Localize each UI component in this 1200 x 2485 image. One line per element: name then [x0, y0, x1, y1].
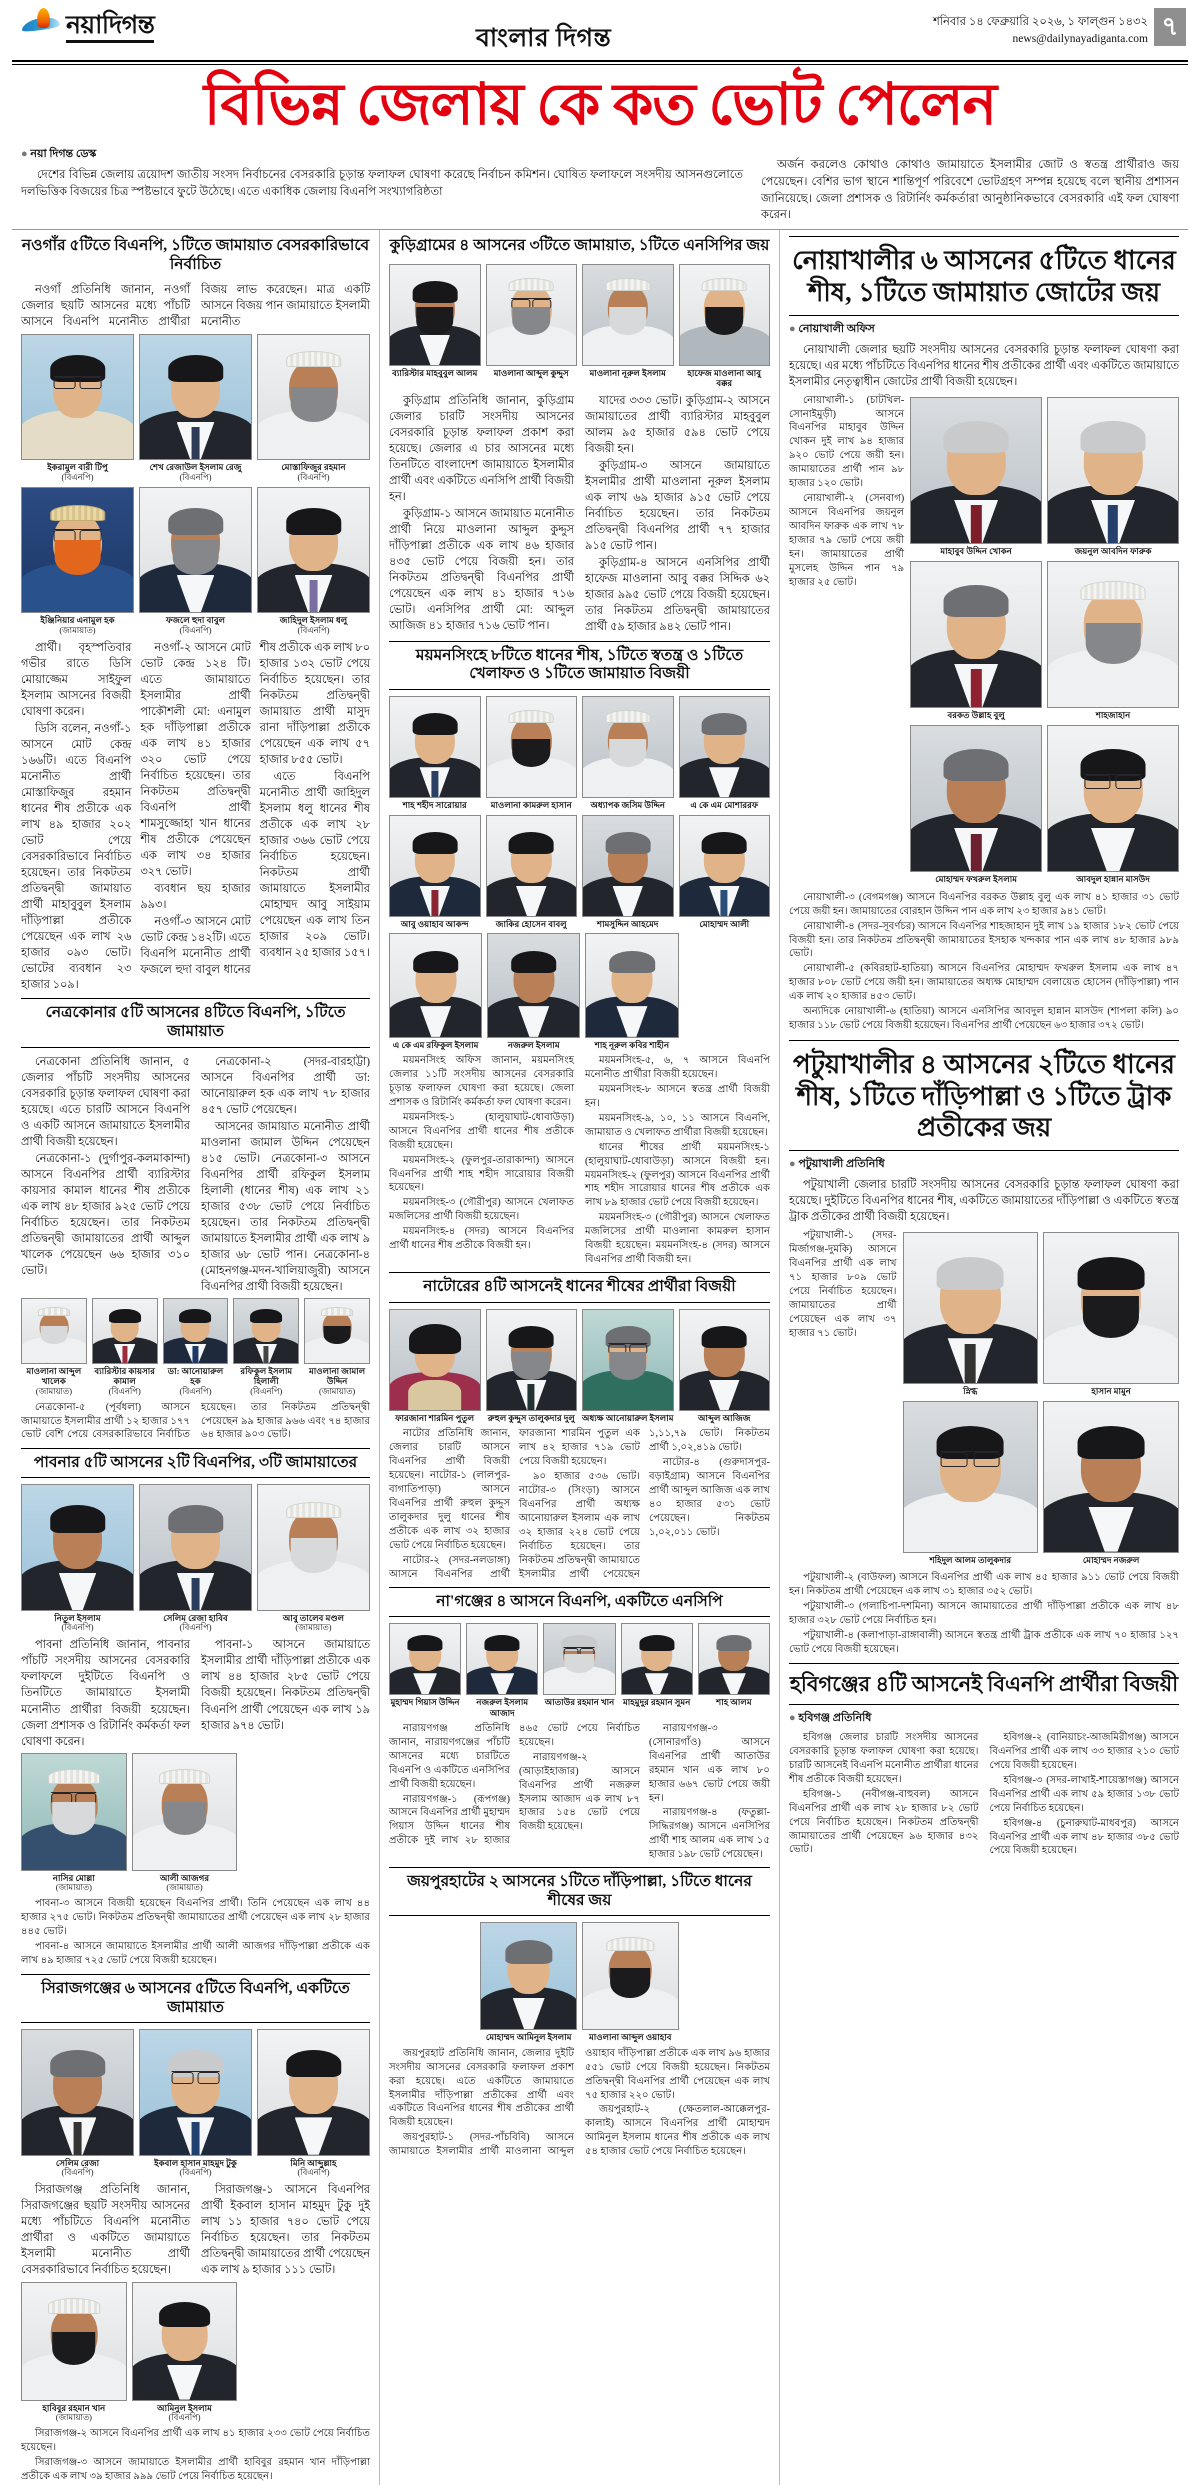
- candidate-name: ব্যারিস্টার কায়সার কামাল: [94, 1365, 155, 1387]
- candidate-name: নজরুল ইসলাম আজাদ: [476, 1697, 529, 1718]
- kurigram-photo-row: [389, 264, 770, 389]
- candidate-photo[interactable]: [1047, 725, 1179, 885]
- candidate-photo[interactable]: [486, 815, 578, 930]
- column-middle: [380, 230, 780, 2485]
- candidate-name: মাওলানা কামরুল হাসান: [490, 800, 572, 811]
- candidate-photo[interactable]: [389, 1623, 461, 1718]
- section-heading-pabna: পাবনার ৫টি আসনের ২টি বিএনপির, ৩টি জামায়াতের: [21, 1448, 370, 1479]
- candidate-photo[interactable]: [21, 334, 134, 483]
- candidate-photo[interactable]: [679, 815, 771, 930]
- candidate-name: হাফেজ মাওলানা আবু বক্কর: [687, 368, 762, 389]
- candidate-name: শহিদুল আলম তালুকদার: [929, 1554, 1012, 1565]
- bullet-icon: ●: [789, 322, 796, 335]
- candidate-name: মাওলানা জামাল উদ্দিন: [309, 1365, 366, 1387]
- candidate-name: জয়নুল আবদিন ফারুক: [1074, 546, 1152, 557]
- pabna-body-top: পাবনা প্রতিনিধি জানান, পাবনার পাঁচটি সংসদীয় আসনের বেসরকারি ফলাফলে দুইটিতে বিএনপি ও তিনটিতে জামায়াতে ইসলামী মনোনীত প্রার্থীরা বিজয়ী হয়েছেন। জেলা প্রশাসক ও রিটার্নিং কর্মকর্তা ফল ঘোষণা করেন। পাবনা-১ আসনে জামায়াতে ইসলামীর প্রার্থী দাঁড়িপাল্লা প্রতীকে এক লাখ ৪৪ হাজার ২৮৫ ভোট পেয়ে বিজয়ী হয়েছেন। নিকটতম প্রতিদ্বন্দ্বী বিএনপি প্রার্থী পেয়েছেন এক লাখ ১৯ হাজার ৯৭৪ ভোট।: [21, 1639, 370, 1748]
- logo-wordmark: [66, 13, 154, 38]
- candidate-name: হাবিবুর রহমান খান: [42, 2402, 106, 2413]
- habiganj-body: হবিগঞ্জ জেলার চারটি সংসদীয় আসনের বেসরকারি চূড়ান্ত ফলাফল ঘোষণা করা হয়েছে। চারটি আসনেই বিএনপি মনোনীত প্রার্থীরা ধানের শীষ প্রতীকে বিজয়ী হয়েছেন। হবিগঞ্জ-১ (নবীগঞ্জ-বাহুবল) আসনে বিএনপির প্রার্থী এক লাখ ২৮ হাজার ৮২ ভোট পেয়ে নির্বাচিত হয়েছেন। নিকটতম প্রতিদ্বন্দ্বী জামায়াতের প্রার্থী পেয়েছেন ৯৬ হাজার ৪৩২ ভোট। হবিগঞ্জ-২ (বানিয়াচং-আজমিরীগঞ্জ) আসনে বিএনপির প্রার্থী এক লাখ ৩৩ হাজার ২১০ ভোট পেয়ে বিজয়ী হয়েছেন। হবিগঞ্জ-৩ (সদর-লাখাই-শায়েস্তাগঞ্জ) আসনে বিএনপির প্রার্থী এক লাখ ৫৯ হাজার ১৩৮ ভোট পেয়ে নির্বাচিত হয়েছেন। হবিগঞ্জ-৪ (চুনারুঘাট-মাধবপুর) আসনে বিএনপির প্রার্থী এক লাখ ৪৮ হাজার ৩৮৫ ভোট পেয়ে বিজয়ী হয়েছেন।: [789, 1732, 1179, 1857]
- candidate-photo[interactable]: [679, 264, 771, 389]
- candidate-name: মাহমুদুর রহমান সুমন: [623, 1697, 691, 1708]
- candidate-name: মোস্তাফিজুর রহমান: [281, 462, 346, 473]
- content-columns: [12, 230, 1188, 2485]
- candidate-photo[interactable]: [486, 264, 578, 389]
- noakhali-photo-row-1: [910, 397, 1179, 557]
- candidate-name: মাওলানা আব্দুল কুদ্দুস: [493, 368, 569, 379]
- logo-swoosh-icon: [20, 8, 62, 42]
- noakhali-intro: নোয়াখালী জেলার ছয়টি সংসদীয় আসনের বেসরকারি চূড়ান্ত ফলাফল ঘোষণা করা হয়েছে। এর মধ্যে পাঁচটিতে বিএনপির ধানের শীষ প্রতীকের প্রার্থী এবং একটিতে জামায়াতে ইসলামীর নেতৃত্বাধীন জোটের প্রার্থী বিজয়ী হয়েছেন।: [789, 343, 1179, 388]
- candidate-name: শামসুদ্দিন আহমেদ: [597, 919, 659, 930]
- masthead-right: [933, 8, 1188, 47]
- candidate-name: মোহাম্মদ ফখরুল ইসলাম: [935, 874, 1017, 885]
- patuakhali-col-text: পটুয়াখালী-১ (সদর-মির্জাগঞ্জ-দুমকি) আসনে বিএনপির প্রার্থী এক লাখ ৭১ হাজার ৮০৯ ভোট পেয়ে নির্বাচিত হয়েছেন। জামায়াতের প্রার্থী পেয়েছেন এক লাখ ৩৭ হাজার ৭১ ভোট।: [789, 1230, 897, 1339]
- candidate-photo[interactable]: [543, 1623, 615, 1718]
- candidate-name: রুহুল কুদ্দুস তালুকদার দুলু: [487, 1413, 575, 1424]
- naogaon-body: প্রার্থী। বৃহস্পতিবার গভীর রাতে ডিসি মোয়াজ্জেম সাইফুল ইসলাম আসনের বিজয়ী ঘোষণা করেন। ডিসি বলেন, নওগাঁ-১ আসনে মোট কেন্দ্র ১৬৬টি। এতে বিএনপি মনোনীত প্রার্থী মোস্তাফিজুর রহমান ধানের শীষ প্রতীকে এক লাখ ৪৯ হাজার ২০২ ভোট পেয়ে বেসরকারিভাবে নির্বাচিত হয়েছেন। তার নিকটতম প্রতিদ্বন্দ্বী জামায়াত প্রার্থী মাহাবুবুল ইসলাম দাঁড়িপাল্লা প্রতীকে পেয়েছেন এক লাখ ২৬ হাজার ০৯৩ ভোট। ভোটের ব্যবধান ২৩ হাজার ১০৯। নওগাঁ-২ আসনে মোট ভোট কেন্দ্র ১২৪ টি। এতে জামায়াতে ইসলামীর প্রার্থী পাকৌশলী মো: এনামুল হক দাঁড়িপাল্লা প্রতীকে এক লাখ ৪১ হাজার ৩২০ ভোট পেয়ে নির্বাচিত হয়েছেন। তার নিকটতম প্রতিদ্বন্দ্বী বিএনপি প্রার্থী শামসুজ্জোহা খান ধানের শীষ প্রতীকে পেয়েছেন এক লাখ ৩৪ হাজার ৩২৭ ভোট। ব্যবধান ছয় হাজার ৯৯৩। নওগাঁ-৩ আসনে মোট ভোট কেন্দ্র ১৪২টি। এতে বিএনপি মনোনীত প্রার্থী ফজলে হুদা বাবুল ধানের শীষ প্রতীকে এক লাখ ৮০ হাজার ১৩২ ভোট পেয়ে নির্বাচিত হয়েছেন। তার নিকটতম প্রতিদ্বন্দ্বী জামায়াত প্রার্থী মাসুদ রানা দাঁড়িপাল্লা প্রতীকে পেয়েছেন এক লাখ ৫৭ হাজার ৮৫৫ ভোট। এতে বিএনপি মনোনীত প্রার্থী জাহিদুল ইসলাম ধলু ধানের শীষ প্রতীকে এক লাখ ২৮ হাজার ৩৬৬ ভোট পেয়ে নির্বাচিত হয়েছেন। নিকটতম প্রার্থী জামায়াতে ইসলামীর মোহাম্মদ আবু সাইয়াম পেয়েছেন এক লাখ তিন হাজার ২০৯ ভোট। ব্যবধান ২৫ হাজার ১৫৭।: [21, 641, 370, 992]
- sirajganj-photo-row-1: [21, 2029, 370, 2178]
- pabna-photo-row-1: [21, 1484, 370, 1633]
- section-heading-narayanganj: না'গঞ্জের ৪ আসনে বিএনপি, একটিতে এনসিপি: [389, 1587, 770, 1618]
- candidate-name: রফিকুল ইসলাম হিলালী: [240, 1365, 293, 1387]
- netrokona-photo-row: [21, 1298, 370, 1397]
- patuakhali-photo-row-1: [903, 1232, 1179, 1396]
- netrokona-body-top: নেত্রকোনা প্রতিনিধি জানান, ৫ জেলার পাঁচটি সংসদীয় আসনের বেসরকারি চূড়ান্ত ফলাফল ঘোষণা করা হয়েছে। এতে চারটি আসনে বিএনপি ও একটি আসনে জামায়াতে ইসলামীর প্রার্থী বিজয়ী হয়েছেন। নেত্রকোনা-১ (দুর্গাপুর-কলমাকান্দা) আসনে বিএনপির প্রার্থী ব্যারিস্টার কায়সার কামাল ধানের শীষ প্রতীকে এক লাখ ৪৮ হাজার ৯২৫ ভোট পেয়ে নির্বাচিত হয়েছেন। তার নিকটতম প্রতিদ্বন্দ্বী জামায়াতের প্রার্থী আব্দুল খালেক পেয়েছেন ৬৬ হাজার ৩১০ ভোট। নেত্রকোনা-২ (সদর-বারহাট্টা) আসনে বিএনপির প্রার্থী ডা: আনোয়ারুল হক এক লাখ ৭৮ হাজার ৪৫৭ ভোট পেয়েছেন। আসনের জামায়াত মনোনীত প্রার্থী মাওলানা জামাল উদ্দিন পেয়েছেন ৪১৫ ভোট। নেত্রকোনা-৩ আসনে বিএনপির প্রার্থী রফিকুল ইসলাম হিলালী (ধানের শীষ) এক লাখ ২১ হাজার ৫৩৮ ভোট পেয়ে নির্বাচিত হয়েছেন। তার নিকটতম প্রতিদ্বন্দ্বী জামায়াতে ইসলামীর প্রার্থী এক লাখ ৯ হাজার ৬৮ ভোট পান। নেত্রকোনা-৪ (মোহনগঞ্জ-মদন-খালিয়াজুরী) আসনে বিএনপির প্রার্থী বিজয়ী হয়েছেন।: [21, 1055, 370, 1294]
- candidate-name: শাহ শহীদ সারোয়ার: [402, 800, 467, 811]
- lede-right-col: [752, 143, 1188, 224]
- habiganj-byline: [789, 1709, 1179, 1728]
- candidate-photo[interactable]: [910, 397, 1042, 557]
- section-heading-habiganj: হবিগঞ্জের ৪টি আসনেই বিএনপি প্রার্থীরা বিজয়ী: [789, 1663, 1179, 1705]
- candidate-name: এ কে এম রফিকুল ইসলাম: [392, 1039, 479, 1050]
- candidate-photo[interactable]: [679, 696, 771, 811]
- candidate-party: (বিএনপি): [250, 1386, 283, 1396]
- candidate-name: মুহাম্মদ গিয়াস উদ্দিন: [390, 1697, 460, 1708]
- pabna-photo-row-2: [21, 1753, 237, 1894]
- candidate-photo[interactable]: [585, 933, 678, 1050]
- candidate-photo[interactable]: [21, 2282, 127, 2423]
- candidate-name: মোহাম্মদ আমিনুল ইসলাম: [485, 2032, 572, 2043]
- bullet-icon: ●: [789, 1158, 796, 1171]
- pabna-body-bottom: পাবনা-৩ আসনে বিজয়ী হয়েছেন বিএনপির প্রার্থী। তিনি পেয়েছেন এক লাখ ৪৪ হাজার ২৭৫ ভোট। নিকটতম প্রতিদ্বন্দ্বী জামায়াতের প্রার্থী পেয়েছেন এক লাখ ২৮ হাজার ৪৪৫ ভোট। পাবনা-৪ আসনে জামায়াতে ইসলামীর প্রার্থী আলী আজগর দাঁড়িপাল্লা প্রতীকে এক লাখ ৪৯ হাজার ৭২৫ ভোট পেয়ে বিজয়ী হয়েছেন।: [21, 1898, 370, 1967]
- candidate-name: ব্যারিস্টার মাহবুবুল আলম: [392, 368, 478, 379]
- lede-left-col: [12, 143, 752, 224]
- candidate-photo[interactable]: [257, 1484, 370, 1633]
- candidate-photo[interactable]: [679, 1309, 771, 1424]
- candidate-name: শাহ আলম: [716, 1697, 752, 1708]
- date-line: শনিবার ১৪ ফেব্রুয়ারি ২০২৬, ১ ফাল্গুন ১৪৩২: [932, 16, 1148, 28]
- candidate-party: (বিএনপি): [179, 1386, 212, 1396]
- candidate-name: মোহাম্মদ আলী: [699, 919, 750, 930]
- candidate-name: ফারজানা শারমিন পুতুল: [395, 1413, 475, 1424]
- section-heading-naogaon: নওগাঁর ৫টিতে বিএনপি, ১টিতে জামায়াত বেসরকারিভাবে নির্বাচিত: [21, 237, 370, 273]
- candidate-name: সেলিম রেজা হাবিব: [163, 1613, 228, 1623]
- candidate-photo[interactable]: [163, 1298, 229, 1397]
- candidate-photo[interactable]: [1047, 561, 1179, 721]
- candidate-photo[interactable]: [486, 1309, 578, 1424]
- candidate-name: আবু ওয়াহাব আকন্দ: [400, 919, 469, 930]
- patuakhali-byline: [789, 1155, 1179, 1174]
- candidate-party: (বিএনপি): [297, 625, 330, 635]
- logo-word-1: নয়া: [66, 12, 102, 43]
- naogaon-photo-row-1: [21, 334, 370, 483]
- candidate-photo[interactable]: [139, 2029, 252, 2178]
- mymensingh-photo-row-1: [389, 696, 770, 811]
- candidate-name: নজরুল ইসলাম: [507, 1039, 560, 1050]
- joypurhat-body: জয়পুরহাট প্রতিনিধি জানান, জেলার দুইটি সংসদীয় আসনের বেসরকারি ফলাফল প্রকাশ করা হয়েছে। এতে একটিতে জামায়াতে ইসলামীর দাঁড়িপাল্লা প্রতীকের প্রার্থী এবং একটিতে বিএনপির ধানের শীষ প্রতীকের প্রার্থী বিজয়ী হয়েছেন। জয়পুরহাট-১ (সদর-পাঁচবিবি) আসনে জামায়াতে ইসলামীর প্রার্থী মাওলানা আব্দুল ওয়াহাব দাঁড়িপাল্লা প্রতীকে এক লাখ ৯৬ হাজার ৫৫১ ভোট পেয়ে বিজয়ী হয়েছেন। নিকটতম প্রতিদ্বন্দ্বী বিএনপির প্রার্থী পেয়েছেন এক লাখ ৭৫ হাজার ২২০ ভোট। জয়পুরহাট-২ (ক্ষেতলাল-আক্কেলপুর-কালাই) আসনে বিএনপির প্রার্থী মোহাম্মদ আমিনুল ইসলাম ধানের শীষ প্রতীকে এক লাখ ৫৪ হাজার ভোট পেয়ে নির্বাচিত হয়েছেন।: [389, 2047, 770, 2158]
- candidate-photo[interactable]: [389, 264, 481, 389]
- lede-paragraph-left: দেশের বিভিন্ন জেলায় ত্রয়োদশ জাতীয় সংসদ নির্বাচনের বেসরকারি চূড়ান্ত ফলাফল ঘোষণা করেছে নির্বাচন কমিশন। ঘোষিত ফলাফলে সংসদীয় আসনগুলোতে দলভিত্তিক বিজয়ের চিত্র স্পষ্টভাবে ফুটে উঠেছে। এতে একাধিক জেলায় বিএনপি সংখ্যাগরিষ্ঠতা: [21, 169, 743, 199]
- candidate-name: ইকবাল হাসান মাহমুদ টুকু: [154, 2157, 237, 2168]
- noakhali-photo-row-3: [910, 725, 1179, 885]
- candidate-photo[interactable]: [92, 1298, 158, 1397]
- candidate-photo[interactable]: [21, 1484, 134, 1633]
- candidate-name: আলী আজগর: [159, 1872, 210, 1883]
- candidate-photo[interactable]: [389, 815, 481, 930]
- candidate-photo[interactable]: [466, 1623, 538, 1718]
- section-title: বাংলার দিগন্ত: [476, 25, 612, 52]
- byline-text: নয়া দিগন্ত ডেস্ক: [30, 148, 97, 161]
- candidate-photo[interactable]: [1047, 397, 1179, 557]
- candidate-photo[interactable]: [582, 264, 674, 389]
- candidate-party: (বিএনপি): [61, 472, 94, 482]
- candidate-party: (বিএনপি): [179, 2168, 212, 2178]
- candidate-name: ফজলে হুদা বাবুল: [165, 615, 226, 626]
- candidate-photo[interactable]: [132, 2282, 238, 2423]
- candidate-party: (জামায়াত): [55, 2412, 92, 2422]
- candidate-photo[interactable]: [487, 933, 580, 1050]
- candidate-party: (জামায়াত): [59, 625, 96, 635]
- candidate-name: জাহিদুল ইসলাম ধলু: [279, 615, 348, 626]
- candidate-photo[interactable]: [139, 1484, 252, 1633]
- section-heading-patuakhali: পটুয়াখালীর ৪ আসনের ২টিতে ধানের শীষ, ১টিতে দাঁড়িপাল্লা ও ১টিতে ট্রাক প্রতীকের জয়: [789, 1040, 1179, 1151]
- candidate-photo[interactable]: [257, 487, 370, 636]
- candidate-party: (বিএনপি): [168, 2412, 201, 2422]
- candidate-photo[interactable]: [21, 1753, 127, 1894]
- noakhali-col-text: নোয়াখালী-১ (চাটখিল-সোনাইমুড়ী) আসনে বিএনপির মাহাবুব উদ্দিন খোকন দুই লাখ ৯৪ হাজার ৯২০ ভোট পেয়ে জয়ী হন। জামায়াতের প্রার্থী পান ৯৮ হাজার ১২০ ভোট। নোয়াখালী-২ (সেনবাগ) আসনে বিএনপির জয়নুল আবদিন ফারুক এক লাখ ৭৮ হাজার ৭৯ ভোট পেয়ে জয়ী হন। জামায়াতের প্রার্থী মুসলেহ উদ্দিন পান ৭৯ হাজার ২৫ ভোট।: [789, 394, 905, 588]
- column-left: [12, 230, 380, 2485]
- candidate-name: ডা: আনোয়ারুল হক: [167, 1365, 224, 1387]
- candidate-photo[interactable]: [1043, 1401, 1179, 1565]
- candidate-name: নাসির মোল্লা: [52, 1872, 95, 1883]
- bullet-icon: ●: [789, 1712, 796, 1725]
- noakhali-photo-block: [910, 394, 1179, 889]
- patuakhali-intro: পটুয়াখালী জেলার চারটি সংসদীয় আসনের বেসরকারি চূড়ান্ত ফলাফল ঘোষণা করা হয়েছে। দুইটিতে বিএনপির ধানের শীষ, একটিতে জামায়াতের দাঁড়িপাল্লা ও একটিতে স্বতন্ত্র ট্রাক প্রতীকের প্রার্থী বিজয়ী হয়েছেন।: [789, 1179, 1179, 1224]
- candidate-photo[interactable]: [233, 1298, 299, 1397]
- sirajganj-body-bottom: সিরাজগঞ্জ-২ আসনে বিএনপির প্রার্থী এক লাখ ৪১ হাজার ২৩৩ ভোট পেয়ে নির্বাচিত হয়েছেন। সিরাজগঞ্জ-৩ আসনে জামায়াতে ইসলামীর প্রার্থী হাবিবুর রহমান খান দাঁড়িপাল্লা প্রতীকে এক লাখ ৩৯ হাজার ৯৯৯ ভোট পেয়ে নির্বাচিত হয়েছেন।: [21, 2428, 370, 2482]
- section-heading-sirajganj: সিরাজগঞ্জের ৬ আসনের ৫টিতে বিএনপি, একটিতে জামায়াত: [21, 1974, 370, 2023]
- candidate-party: (জামায়াত): [166, 1883, 203, 1893]
- logo-word-2: দিগন্ত: [102, 12, 154, 43]
- kurigram-body: কুড়িগ্রাম প্রতিনিধি জানান, কুড়িগ্রাম জেলার চারটি সংসদীয় আসনের বেসরকারি চূড়ান্ত ফলাফল প্রকাশ করা হয়েছে। জেলার এ চার আসনের মধ্যে তিনটিতে বাংলাদেশ জামায়াতে ইসলামীর প্রার্থী এবং একটিতে এনসিপি প্রার্থী বিজয়ী হন। কুড়িগ্রাম-১ আসনে জামায়াত মনোনীত প্রার্থী নিয়ে মাওলানা আব্দুল কুদ্দুস দাঁড়িপাল্লা প্রতীকে এক লাখ ৪৬ হাজার ৪৩৫ ভোট পেয়ে বিজয়ী হন। তার নিকটতম প্রতিদ্বন্দ্বী বিএনপির প্রার্থী পেয়েছেন এক লাখ ৪১ হাজার ৭১৬ ভোট। এনসিপির প্রার্থী মো: আব্দুল আজিজ ৪১ হাজার ৭১৬ ভোট পান। যাদের ৩৩৩ ভোট। কুড়িগ্রাম-২ আসনে জামায়াতের প্রার্থী ব্যারিস্টার মাহবুবুল আলম ৯৫ হাজার ৫৯৪ ভোট পেয়ে বিজয়ী হন। কুড়িগ্রাম-৩ আসনে জামায়াতে ইসলামীর প্রার্থী মাওলানা নূরুল ইসলাম এক লাখ ৬৯ হাজার ৯১৫ ভোট পেয়ে নির্বাচিত হয়েছেন। তার নিকটতম প্রতিদ্বন্দ্বী বিএনপির প্রার্থী ৭৭ হাজার ৯১৫ ভোট পান। কুড়িগ্রাম-৪ আসনে এনসিপির প্রার্থী হাফেজ মাওলানা আবু বক্কর সিদ্দিক ৬২ হাজার ৯৯৫ ভোট পেয়ে বিজয়ী হয়েছেন। তার নিকটতম প্রতিদ্বন্দ্বী জামায়াতের প্রার্থী ৫৯ হাজার ৯৪২ ভোট পান।: [389, 394, 770, 634]
- patuakhali-photo-block: [903, 1229, 1179, 1569]
- candidate-name: আব্দুল আজিজ: [698, 1413, 751, 1424]
- candidate-name: ইকরামুল বারী টিপু: [47, 462, 108, 473]
- candidate-photo[interactable]: [903, 1401, 1039, 1565]
- page-number: ৭: [1154, 8, 1186, 46]
- candidate-party: (বিএনপি): [108, 1386, 141, 1396]
- noakhali-byline: [789, 320, 1179, 339]
- candidate-photo[interactable]: [21, 1298, 87, 1397]
- page-headline: বিভিন্ন জেলায় কে কত ভোট পেলেন: [203, 71, 997, 137]
- candidate-photo[interactable]: [257, 334, 370, 483]
- candidate-photo[interactable]: [389, 1309, 481, 1424]
- candidate-name: আমিনুল ইসলাম: [157, 2402, 212, 2413]
- patuakhali-photo-row-2: [903, 1401, 1179, 1565]
- candidate-party: (বিএনপি): [179, 625, 212, 635]
- noakhali-body-rest: নোয়াখালী-৩ (বেগমগঞ্জ) আসনে বিএনপির বরকত উল্লাহ বুলু এক লাখ ৪১ হাজার ৩১ ভোট পেয়ে জয়ী হন। জামায়াতের বোরহান উদ্দিন পান এক লাখ ২৩ হাজার ৯৪১ ভোট। নোয়াখালী-৪ (সদর-সূবর্ণচর) আসনে বিএনপির শাহজাহান দুই লাখ ১৯ হাজার ১৮২ ভোট পেয়ে বিজয়ী হন। তার নিকটতম প্রতিদ্বন্দ্বী জামায়াতের ইসহাক খন্দকার পান এক লাখ ৪৮ হাজার ৯৮৯ ভোট। নোয়াখালী-৫ (কবিরহাট-হাতিয়া) আসনে বিএনপির মোহাম্মদ ফখরুল ইসলাম এক লাখ ৪৭ হাজার ৮০৮ ভোট পেয়ে জয়ী হন। জামায়াতের অধ্যক্ষ মোহাম্মদ বেলায়েত হোসেন (দাঁড়িপাল্লা) পান এক লাখ ২০ হাজার ৪৫৩ ভোট। অন্যদিকে নোয়াখালী-৬ (হাতিয়া) আসনে এনসিপির আবদুল হান্নান মাসউদ (শাপলা কলি) ৯০ হাজার ১১৮ ভোট পেয়ে বিজয়ী হয়েছেন। বিএনপির প্রার্থী পেয়েছেন ৬৩ হাজার ৩৭২ ভোট।: [789, 891, 1179, 1032]
- candidate-photo[interactable]: [910, 561, 1042, 721]
- column-right: [780, 230, 1188, 2485]
- natore-body: নাটোর প্রতিনিধি জানান, জেলার চারটি আসনে বিএনপির প্রার্থী বিজয়ী হয়েছেন। নাটোর-১ (লালপুর-বাগাতিপাড়া) আসনে বিএনপির প্রার্থী রুহুল কুদ্দুস তালুকদার দুলু ধানের শীষ প্রতীকে এক লাখ ৩২ হাজার ভোট পেয়ে নির্বাচিত হয়েছেন। নাটোর-২ (সদর-নলডাঙ্গা) আসনে বিএনপির প্রার্থী ফারজানা শারমিন পুতুল এক লাখ ৪২ হাজার ৭১৯ ভোট পেয়ে বিজয়ী হয়েছেন। ৯০ হাজার ৫৩৬ ভোট। নাটোর-৩ (সিংড়া) আসনে বিএনপির প্রার্থী অধ্যক্ষ আনোয়ারুল ইসলাম এক লাখ ৩২ হাজার ২২৪ ভোট পেয়ে নির্বাচিত হয়েছেন। তার নিকটতম প্রতিদ্বন্দ্বী জামায়াতে ইসলামীর প্রার্থী পেয়েছেন ১,১১,৭৯ ভোট। নিকটতম প্রার্থী ১,০২,৪১৯ ভোট। নাটোর-৪ (গুরুদাসপুর-বড়াইগ্রাম) আসনে বিএনপির প্রার্থী আব্দুল আজিজ এক লাখ ৪০ হাজার ৫৩১ ভোট পেয়েছেন। নিকটতম ১,০২,০১১ ভোট।: [389, 1428, 770, 1580]
- mymensingh-photo-row-3: [389, 933, 679, 1050]
- candidate-party: (বিএনপি): [297, 2168, 330, 2178]
- lede-paragraph-right: অর্জন করলেও কোথাও কোথাও জামায়াতে ইসলামীর জোট ও স্বতন্ত্র প্রার্থীরাও জয় পেয়েছেন। বেশির ভাগ স্থানে শান্তিপূর্ণ পরিবেশে ভোটগ্রহণ সম্পন্ন হয়েছে বলে স্থানীয় প্রশাসন জানিয়েছে। জেলা প্রশাসক ও রিটার্নিং কর্মকর্তারা আনুষ্ঠানিকভাবে বেসরকারি এই ফল ঘোষণা করেন।: [761, 159, 1179, 222]
- candidate-photo[interactable]: [486, 696, 578, 811]
- candidate-photo[interactable]: [139, 334, 252, 483]
- candidate-photo[interactable]: [621, 1623, 693, 1718]
- byline-text: পটুয়াখালী প্রতিনিধি: [798, 1158, 885, 1171]
- patuakhali-body-rest: পটুয়াখালী-২ (বাউফল) আসনে বিএনপির প্রার্থী এক লাখ ৪৫ হাজার ৯১১ ভোট পেয়ে বিজয়ী হন। নিকটতম প্রার্থী পেয়েছেন এক লাখ ৩১ হাজার ৩৫২ ভোট। পটুয়াখালী-৩ (গলাচিপা-দশমিনা) আসনে জামায়াতের প্রার্থী দাঁড়িপাল্লা প্রতীকে এক লাখ ৪৮ হাজার ৩২৮ ভোট পেয়ে নির্বাচিত হন। পটুয়াখালী-৪ (কলাপাড়া-রাঙ্গাবালী) আসনে স্বতন্ত্র প্রার্থী ট্রাক প্রতীকে এক লাখ ৭০ হাজার ১২৭ ভোট পেয়ে বিজয়ী হয়েছেন।: [789, 1571, 1179, 1655]
- candidate-party: (বিএনপি): [61, 2168, 94, 2178]
- byline-text: নোয়াখালী অফিস: [798, 322, 875, 335]
- naogaon-intro: নওগাঁ প্রতিনিধি জানান, নওগাঁ জেলার ছয়টি আসনের মধ্যে পাঁচটি আসনে বিএনপি মনোনীত প্রার্থীরা বিজয় লাভ করেছেন। মাত্র একটি আসনে বিজয় পান জামায়াতে ইসলামী মনোনীত: [21, 284, 370, 329]
- mymensingh-body: ময়মনসিংহ অফিস জানান, ময়মনসিংহ জেলার ১১টি সংসদীয় আসনের বেসরকারি চূড়ান্ত ফলাফল ঘোষণা করা হয়েছে। জেলা প্রশাসক ও রিটার্নিং কর্মকর্তা ফল ঘোষণা করেন। ময়মনসিংহ-১ (হালুয়াঘাট-ধোবাউড়া) আসনে বিএনপির প্রার্থী ধানের শীষ প্রতীকে বিজয়ী হয়েছেন। ময়মনসিংহ-২ (ফুলপুর-তারাকান্দা) আসনে বিএনপির প্রার্থী শাহ শহীদ সারোয়ার বিজয়ী হয়েছেন। ময়মনসিংহ-৩ (গৌরীপুর) আসনে খেলাফত মজলিসের প্রার্থী বিজয়ী হয়েছেন। ময়মনসিংহ-৪ (সদর) আসনে বিএনপির প্রার্থী ধানের শীষ প্রতীকে বিজয়ী হন। ময়মনসিংহ-৫, ৬, ৭ আসনে বিএনপি মনোনীত প্রার্থীরা বিজয়ী হয়েছেন। ময়মনসিংহ-৮ আসনে স্বতন্ত্র প্রার্থী বিজয়ী হন। ময়মনসিংহ-৯, ১০, ১১ আসনে বিএনপি, জামায়াত ও খেলাফত প্রার্থীরা বিজয়ী হয়েছেন। ধানের শীষের প্রার্থী ময়মনসিংহ-১ (হালুয়াঘাট-ধোবাউড়া) আসনে বিজয়ী হন। ময়মনসিংহ-২ (ফুলপুর) আসনে বিএনপির প্রার্থী শাহ শহীদ সারোয়ার ধানের শীষ প্রতীকে এক লাখ ৮৯ হাজার ভোট পেয়ে বিজয়ী হয়েছেন। ময়মনসিংহ-৩ (গৌরীপুর) আসনে খেলাফত মজলিসের প্রার্থী মাওলানা কামরুল হাসান বিজয়ী হয়েছেন। ময়মনসিংহ-৪ (সদর) আসনে বিএনপির প্রার্থী বিজয়ী হন।: [389, 1055, 770, 1266]
- candidate-party: (বিএনপি): [297, 472, 330, 482]
- candidate-photo[interactable]: [582, 815, 674, 930]
- candidate-photo[interactable]: [910, 725, 1042, 885]
- candidate-photo[interactable]: [389, 696, 481, 811]
- sirajganj-photo-row-2: [21, 2282, 237, 2423]
- candidate-name: শেখ রেজাউল ইসলাম রেজু: [149, 462, 242, 473]
- candidate-name: আবু তালেব মণ্ডল: [282, 1613, 345, 1623]
- section-heading-joypurhat: জয়পুরহাটের ২ আসনের ১টিতে দাঁড়িপাল্লা, ১টিতে ধানের শীষের জয়: [389, 1867, 770, 1916]
- candidate-party: (জামায়াত): [35, 1386, 73, 1396]
- candidate-name: মাওলানা আব্দুল খালেক: [26, 1365, 82, 1387]
- byline-text: হবিগঞ্জ প্রতিনিধি: [798, 1712, 872, 1725]
- candidate-name: নিতুল ইসলাম: [54, 1613, 101, 1623]
- section-heading-mymensingh: ময়মনসিংহে ৮টিতে ধানের শীষ, ১টিতে স্বতন্ত্র ও ১টিতে খেলাফত ও ১টিতে জামায়াত বিজয়ী: [389, 641, 770, 690]
- candidate-name: স্নিগ্ধ: [963, 1386, 978, 1397]
- section-heading-natore: নাটোরের ৪টি আসনেই ধানের শীষের প্রার্থীরা বিজয়ী: [389, 1272, 770, 1303]
- netrokona-body-bottom: নেত্রকোনা-৫ (পূর্বধলা) আসনে জামায়াতে ইসলামীর প্রার্থী ১২ হাজার ১৭৭ ভোট বেশি পেয়ে বেসরকারিভাবে নির্বাচিত হয়েছেন। তার নিকটতম প্রতিদ্বন্দ্বী পেয়েছেন ৯৯ হাজার ৯৬৬ এবং ৭৪ হাজার ৬৪ হাজার ৯০৩ ভোট।: [21, 1401, 370, 1441]
- section-heading-netrokona: নেত্রকোনার ৫টি আসনের ৪টিতে বিএনপি, ১টিতে জামায়াত: [21, 998, 370, 1047]
- joypurhat-photo-row: [480, 1922, 678, 2042]
- candidate-photo[interactable]: [132, 1753, 238, 1894]
- section-heading-noakhali: নোয়াখালীর ৬ আসনের ৫টিতে ধানের শীষ, ১টিতে জামায়াত জোটের জয়: [789, 236, 1179, 315]
- email-address[interactable]: news@dailynayadiganta.com: [1012, 32, 1148, 45]
- candidate-photo[interactable]: [582, 696, 674, 811]
- candidate-name: অধ্যক্ষ আনোয়ারুল ইসলাম: [582, 1413, 674, 1424]
- candidate-photo[interactable]: [21, 487, 134, 636]
- bullet-icon: ●: [21, 148, 28, 161]
- desk-byline: [21, 145, 743, 164]
- candidate-party: (জামায়াত): [55, 1883, 92, 1893]
- natore-photo-row: [389, 1309, 770, 1424]
- candidate-name: এ কে এম মোশাররফ: [690, 800, 759, 811]
- candidate-photo[interactable]: [480, 1922, 577, 2042]
- candidate-name: ইঞ্জিনিয়ার এনামুল হক: [40, 615, 115, 626]
- naogaon-photo-row-2: [21, 487, 370, 636]
- candidate-photo[interactable]: [257, 2029, 370, 2178]
- section-heading-kurigram: কুড়িগ্রামের ৪ আসনের ৩টিতে জামায়াত, ১টিতে এনসিপির জয়: [389, 237, 770, 255]
- candidate-name: মাওলানা আব্দুল ওয়াহাব: [588, 2032, 672, 2043]
- candidate-name: শাহজাহান: [1095, 710, 1131, 721]
- candidate-party: (বিএনপি): [179, 472, 212, 482]
- candidate-name: হাসান মামুন: [1091, 1386, 1131, 1397]
- masthead: [12, 8, 1188, 56]
- narayanganj-body: নারায়ণগঞ্জ প্রতিনিধি জানান, নারায়ণগঞ্জের পাঁচটি আসনের মধ্যে চারটিতে বিএনপি ও একটিতে এনসিপির প্রার্থী বিজয়ী হয়েছেন। নারায়ণগঞ্জ-১ (রূপগঞ্জ) আসনে বিএনপির প্রার্থী মুহাম্মদ গিয়াস উদ্দিন ধানের শীষ প্রতীকে দুই লাখ ২৮ হাজার ৪৬৫ ভোট পেয়ে নির্বাচিত হয়েছেন। নারায়ণগঞ্জ-২ (আড়াইহাজার) আসনে বিএনপির প্রার্থী নজরুল ইসলাম আজাদ এক লাখ ৮৭ হাজার ১৫৪ ভোট পেয়ে বিজয়ী হয়েছেন। নারায়ণগঞ্জ-৩ (সোনারগাঁও) আসনে বিএনপির প্রার্থী আতাউর রহমান খান এক লাখ ৮০ হাজার ৬৬৭ ভোট পেয়ে জয়ী হন। নারায়ণগঞ্জ-৪ (ফতুল্লা-সিদ্ধিরগঞ্জ) আসনে এনসিপির প্রার্থী শাহ আলম এক লাখ ১৫ হাজার ১৯৮ ভোট পেয়েছেন।: [389, 1722, 770, 1861]
- candidate-party: (বিএনপি): [179, 1623, 212, 1633]
- narayanganj-photo-row: [389, 1623, 770, 1718]
- candidate-name: মাহাবুব উদ্দিন খোকন: [940, 546, 1012, 557]
- noakhali-photo-row-2: [910, 561, 1179, 721]
- candidate-name: আবদুল হান্নান মাসউদ: [1076, 874, 1150, 885]
- candidate-name: শাহ নূরুল কবির শাহীন: [594, 1039, 670, 1050]
- candidate-name: জাকির হোসেন বাবলু: [495, 919, 567, 930]
- candidate-photo[interactable]: [139, 487, 252, 636]
- candidate-name: মাওলানা নূরুল ইসলাম: [589, 368, 666, 379]
- candidate-party: (বিএনপি): [61, 1623, 94, 1633]
- candidate-name: মিনি আব্দুল্লাহ: [290, 2157, 337, 2168]
- lede-row: [12, 143, 1188, 224]
- candidate-name: মোহাম্মদ নজরুল: [1082, 1554, 1140, 1565]
- patuakhali-mixed-block: [789, 1229, 1179, 1569]
- candidate-party: (জামায়াত): [318, 1386, 356, 1396]
- candidate-photo[interactable]: [903, 1232, 1039, 1396]
- sirajganj-body-top: সিরাজগঞ্জ প্রতিনিধি জানান, সিরাজগঞ্জের ছয়টি সংসদীয় আসনের মধ্যে পাঁচটিতে বিএনপি মনোনীত প্রার্থীরা ও একটিতে জামায়াতে ইসলামী মনোনীত প্রার্থী বেসরকারিভাবে নির্বাচিত হয়েছেন। সিরাজগঞ্জ-১ আসনে বিএনপির প্রার্থী ইকবাল হাসান মাহমুদ টুকু দুই লাখ ১১ হাজার ৭৪০ ভোট পেয়ে নির্বাচিত হয়েছেন। তার নিকটতম প্রতিদ্বন্দ্বী জামায়াতের প্রার্থী পেয়েছেন এক লাখ ৯ হাজার ১১১ ভোট।: [21, 2184, 370, 2277]
- candidate-name: বরকত উল্লাহ বুলু: [947, 710, 1005, 721]
- candidate-name: সেলিম রেজা: [55, 2157, 100, 2168]
- noakhali-mixed-block: [789, 394, 1179, 889]
- mymensingh-photo-row-2: [389, 815, 770, 930]
- candidate-photo[interactable]: [698, 1623, 770, 1718]
- candidate-photo[interactable]: [1043, 1232, 1179, 1396]
- candidate-photo[interactable]: [21, 2029, 134, 2178]
- candidate-party: (জামায়াত): [295, 1623, 332, 1633]
- newspaper-logo: [12, 8, 154, 42]
- candidate-name: অধ্যাপক জসিম উদ্দিন: [590, 800, 666, 811]
- candidate-name: আতাউর রহমান খান: [544, 1697, 615, 1708]
- candidate-photo[interactable]: [582, 1309, 674, 1424]
- candidate-photo[interactable]: [389, 933, 482, 1050]
- candidate-photo[interactable]: [304, 1298, 370, 1397]
- candidate-photo[interactable]: [582, 1922, 679, 2042]
